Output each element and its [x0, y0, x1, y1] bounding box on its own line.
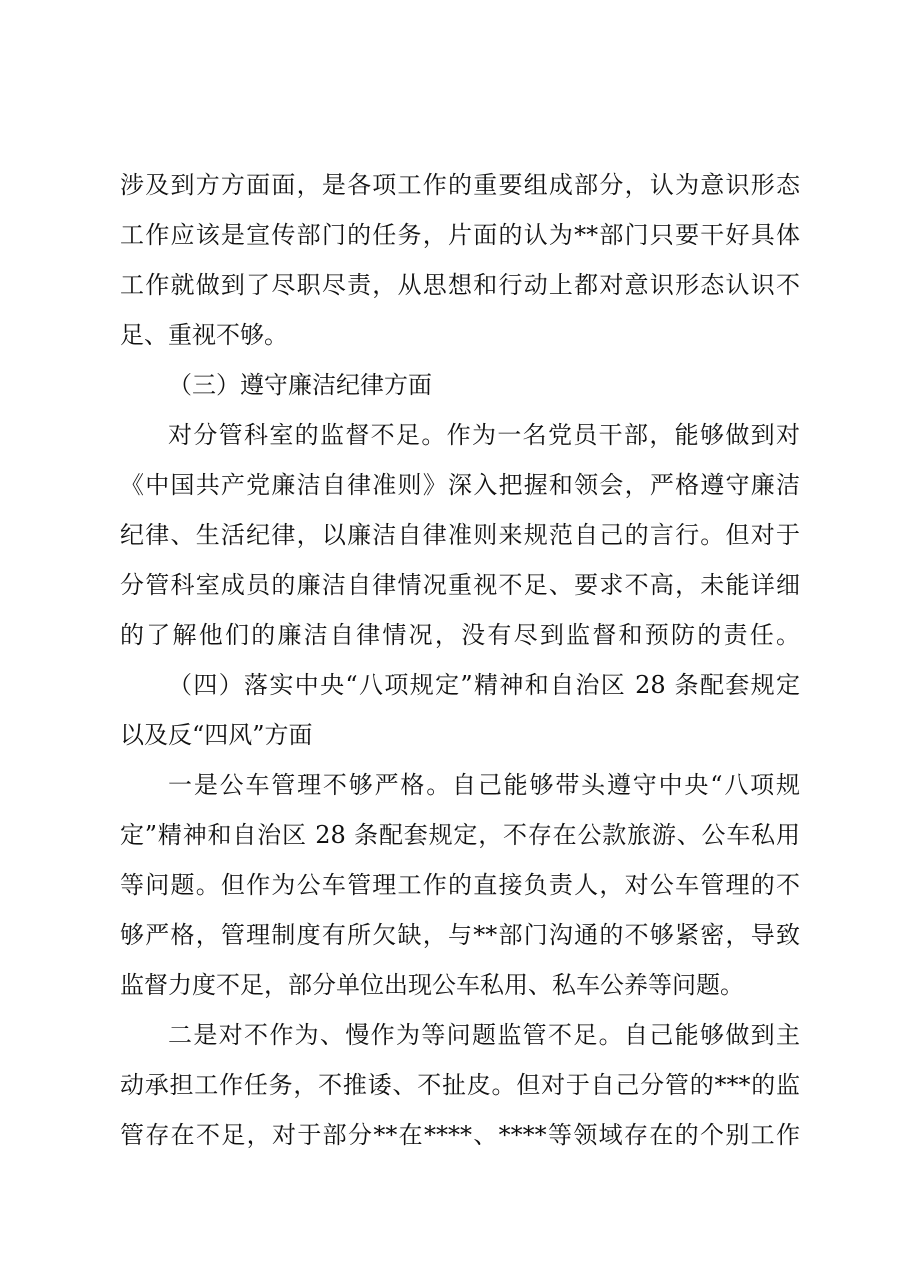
text-line: 足、重视不够。	[120, 321, 288, 349]
text-line: 涉及到方方面面，是各项工作的重要组成部分，认为意识形态	[120, 171, 800, 199]
text-line: 一是公车管理不够严格。自己能够带头遵守中央“八项规	[168, 771, 800, 799]
text-line: 纪律、生活纪律，以廉洁自律准则来规范自己的言行。但对于	[120, 521, 800, 549]
text-line: 监督力度不足，部分单位出现公车私用、私车公养等问题。	[120, 971, 744, 999]
text-line: 够严格，管理制度有所欠缺，与**部门沟通的不够紧密，导致	[120, 921, 800, 949]
section-heading: （四）落实中央“八项规定”精神和自治区 28 条配套规定	[168, 671, 800, 699]
section-heading: （三）遵守廉洁纪律方面	[168, 371, 432, 399]
text-line: 的了解他们的廉洁自律情况，没有尽到监督和预防的责任。	[120, 621, 800, 649]
text-line: 《中国共产党廉洁自律准则》深入把握和领会，严格遵守廉洁	[120, 471, 800, 499]
text-line: 工作应该是宣传部门的任务，片面的认为**部门只要干好具体	[120, 221, 800, 249]
text-line: 工作就做到了尽职尽责，从思想和行动上都对意识形态认识不	[120, 271, 800, 299]
text-line: 分管科室成员的廉洁自律情况重视不足、要求不高，未能详细	[120, 571, 800, 599]
text-line: 动承担工作任务，不推诿、不扯皮。但对于自己分管的***的监	[120, 1071, 800, 1099]
text-line: 二是对不作为、慢作为等问题监管不足。自己能够做到主	[168, 1021, 800, 1049]
text-line: 管存在不足，对于部分**在****、****等领域存在的个别工作	[120, 1121, 800, 1149]
section-heading-continued: 以及反“四风”方面	[120, 721, 313, 749]
text-line: 定”精神和自治区 28 条配套规定，不存在公款旅游、公车私用	[120, 821, 800, 849]
text-line: 对分管科室的监督不足。作为一名党员干部，能够做到对	[168, 421, 800, 449]
text-line: 等问题。但作为公车管理工作的直接负责人，对公车管理的不	[120, 871, 800, 899]
